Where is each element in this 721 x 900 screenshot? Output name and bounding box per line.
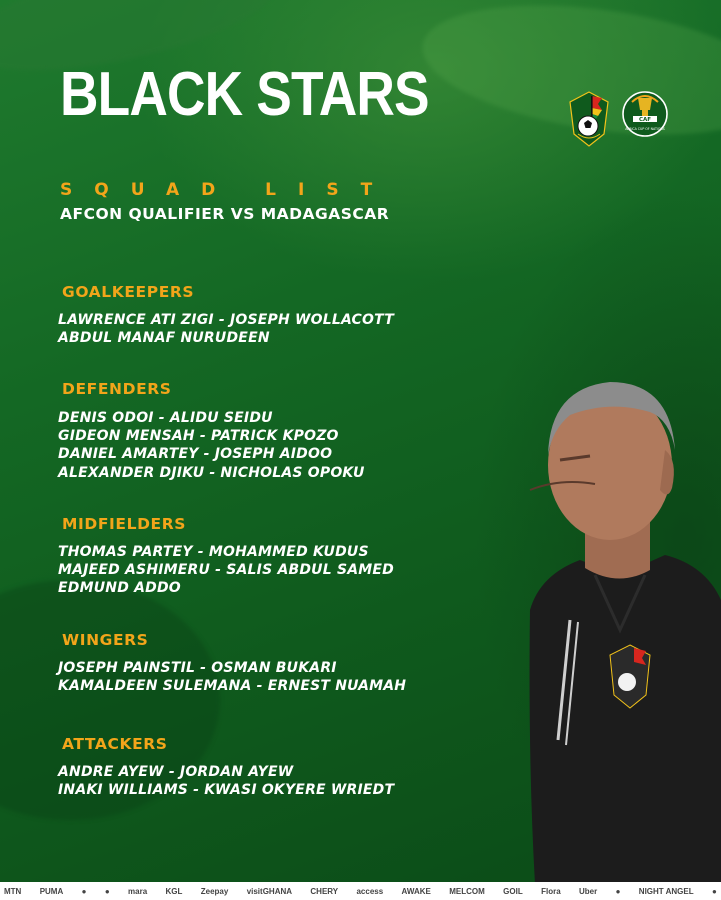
section-heading-wingers: WINGERS: [62, 631, 149, 649]
sponsor-bar: [0, 882, 721, 900]
sponsor-logo: ●: [81, 886, 87, 896]
player-line: GIDEON MENSAH - PATRICK KPOZO: [58, 428, 339, 445]
sponsor-logo-puma: PUMA: [39, 886, 64, 896]
sponsor-logo-access: access: [356, 886, 384, 896]
section-heading-defenders: DEFENDERS: [62, 380, 172, 398]
sponsor-logo-mtn: MTN: [4, 886, 22, 896]
player-line: MAJEED ASHIMERU - SALIS ABDUL SAMED: [58, 562, 394, 579]
logo-group: [568, 88, 678, 158]
sponsor-logo-flora: Flora: [541, 886, 561, 896]
player-line: INAKI WILLIAMS - KWASI OKYERE WRIEDT: [58, 782, 395, 799]
player-line: DANIEL AMARTEY - JOSEPH AIDOO: [58, 446, 333, 463]
match-info: AFCON QUALIFIER VS MADAGASCAR: [60, 205, 390, 223]
player-line: ALEXANDER DJIKU - NICHOLAS OPOKU: [58, 464, 365, 481]
sponsor-logo-chery: CHERY: [310, 886, 339, 896]
sponsor-logo-awake: AWAKE: [401, 886, 431, 896]
player-list-goalkeepers: [58, 311, 394, 347]
player-line: KAMALDEEN SULEMANA - ERNEST NUAMAH: [58, 678, 407, 695]
sponsor-logo: ●: [104, 886, 110, 896]
sponsor-logo-mara: mara: [128, 886, 148, 896]
sponsor-logo-zeepay: Zeepay: [200, 886, 229, 896]
sponsor-logo-kgl: KGL: [165, 886, 183, 896]
sponsor-logo: ●: [711, 886, 717, 896]
sponsor-logo-visit-ghana: visitGHANA: [246, 886, 293, 896]
player-line: EDMUND ADDO: [58, 580, 181, 597]
section-heading-goalkeepers: GOALKEEPERS: [62, 283, 195, 301]
section-heading-midfielders: MIDFIELDERS: [62, 515, 187, 533]
sponsor-logo-goil: GOIL: [503, 886, 523, 896]
section-heading-attackers: ATTACKERS: [62, 735, 168, 753]
player-line: ABDUL MANAF NURUDEEN: [58, 330, 270, 347]
player-line: JOSEPH PAINSTIL - OSMAN BUKARI: [58, 660, 337, 676]
player-line: LAWRENCE ATI ZIGI - JOSEPH WOLLACOTT: [58, 312, 394, 328]
player-list-defenders: [58, 409, 365, 482]
player-list-wingers: [58, 659, 406, 695]
poster-title: BLACK STARS: [60, 60, 429, 129]
coach-photo: [500, 360, 721, 884]
player-line: THOMAS PARTEY - MOHAMMED KUDUS: [58, 544, 369, 560]
player-line: DENIS ODOI - ALIDU SEIDU: [58, 410, 273, 426]
sponsor-logo: ●: [615, 886, 621, 896]
player-list-midfielders: [58, 543, 394, 598]
sponsor-logo-melcom: MELCOM: [449, 886, 485, 896]
svg-text:AFRICA CUP OF NATIONS: AFRICA CUP OF NATIONS: [625, 127, 665, 131]
caf-logo: [622, 88, 668, 150]
player-line: ANDRE AYEW - JORDAN AYEW: [58, 764, 294, 780]
player-list-attackers: [58, 763, 394, 799]
sponsor-logo-night-angel: NIGHT ANGEL: [638, 886, 694, 896]
svg-text:CAF: CAF: [638, 117, 652, 123]
gfa-logo: [568, 90, 610, 148]
sponsor-logo-uber: Uber: [579, 886, 598, 896]
poster-subtitle: SQUAD LIST: [60, 180, 395, 200]
